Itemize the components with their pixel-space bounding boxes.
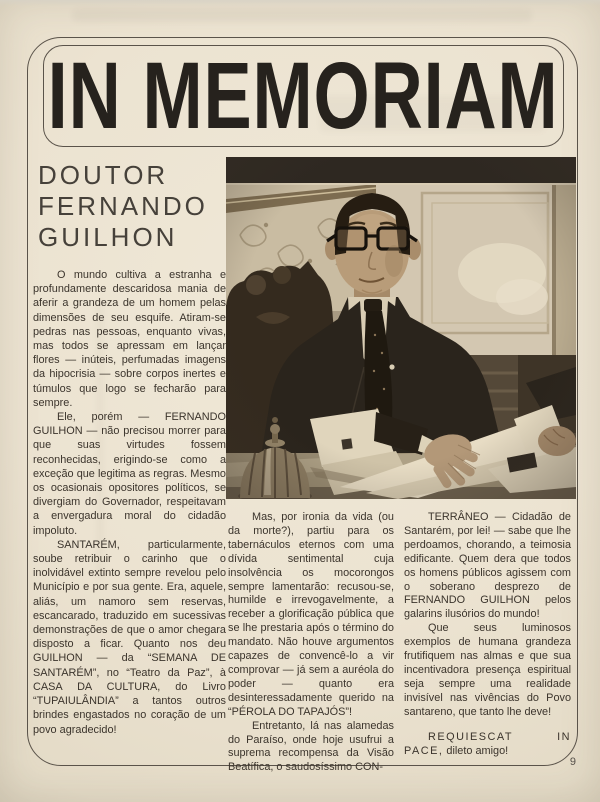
in-memoriam-banner [43,45,564,147]
column-middle [228,511,394,775]
paragraph: Mas, por ironia da vida (ou da morte?), partiu para os tabernáculos eternos com uma dívida sentimental cuja insolvência os mocorongos sempre lamentarão: recusou-se, humilde e irrevogavelmente, a receber a glorificação pública que se lhe prestaria após o término do mandato. Não houve argumentos capazes de convencê-lo a vir comprovar — já sem a auréola do poder — quanto era desinteressadamente querido na “PÉROLA DO TAPAJÓS”! [228,511,394,718]
paragraph: TERRÂNEO — Cidadão de Santarém, por lei! — sabe que lhe perdoamos, chorando, a teimosia edificante. Quem dera que todos os homens públicos agissem com o soberano desprezo de FERNANDO GUILHON pelos galarins ilusórios do mundo! [404,511,571,621]
article-headline: DOUTOR FERNANDO GUILHON [38,160,208,252]
portrait-photo-illustration [226,157,576,499]
page-number: 9 [569,756,576,768]
requiescat-text: REQUIESCAT IN PACE, [404,730,571,757]
column-right [404,511,571,758]
closing-paragraph [404,731,571,759]
column-left [33,268,226,737]
banner-title: IN MEMORIAM [48,43,559,149]
paragraph: SANTARÉM, particularmente, soube retribuir o carinho que o inolvidável extinto sempre revelou pelo Município e por sua gente. Era, aquele, aliás, um namoro sem reservas, escancarado, traduzido em sucessivas demonstrações de que o amor chegara disposto a ficar. Quanto nos deu GUILHON — da “SEMANA DE SANTARÉM”, no “Teatro da Paz”, à CASA DA CULTURA, do Livro “TUPAIULÂNDIA” a tantos outros brindes engastados no coração de um povo agradecido! [33,538,226,736]
paragraph: Entretanto, lá nas alamedas do Paraíso, onde hoje usufrui a suprema recompensa da Visão Beatífica, o saudosíssimo CON- [228,719,394,774]
closing-tail-text: dileto amigo! [446,744,509,757]
portrait-photo [226,157,576,499]
paragraph: O mundo cultiva a estranha e profundamente descaridosa mania de aferir a grandeza de um homem pelas dimensões de seu esquife. Atiram-se pedras nas pessoas, enquanto vivas, mas todos se apressam em lançar flores — inúteis, perfumadas imagens da hipocrisia — sobre corpos inertes e túmulos que logo se fecharão para sempre. [33,269,226,409]
paragraph: Que seus luminosos exemplos de humana grandeza frutifiquem nas almas e que sua incentivadora presença espiritual seja sempre uma realidade invisível nas vivências do Povo santareno, que tanto lhe deve! [404,622,571,718]
showthrough-smudge [72,9,532,22]
paragraph: Ele, porém — FERNANDO GUILHON — não precisou morrer para que suas virtudes fossem reconhecidas, erigindo-se como a exceção que legitima as regras. Mesmo os ocasionais opositores políticos, se divergiam do Governador, respeitavam a envergadura moral do cidadão impoluto. [33,411,226,537]
